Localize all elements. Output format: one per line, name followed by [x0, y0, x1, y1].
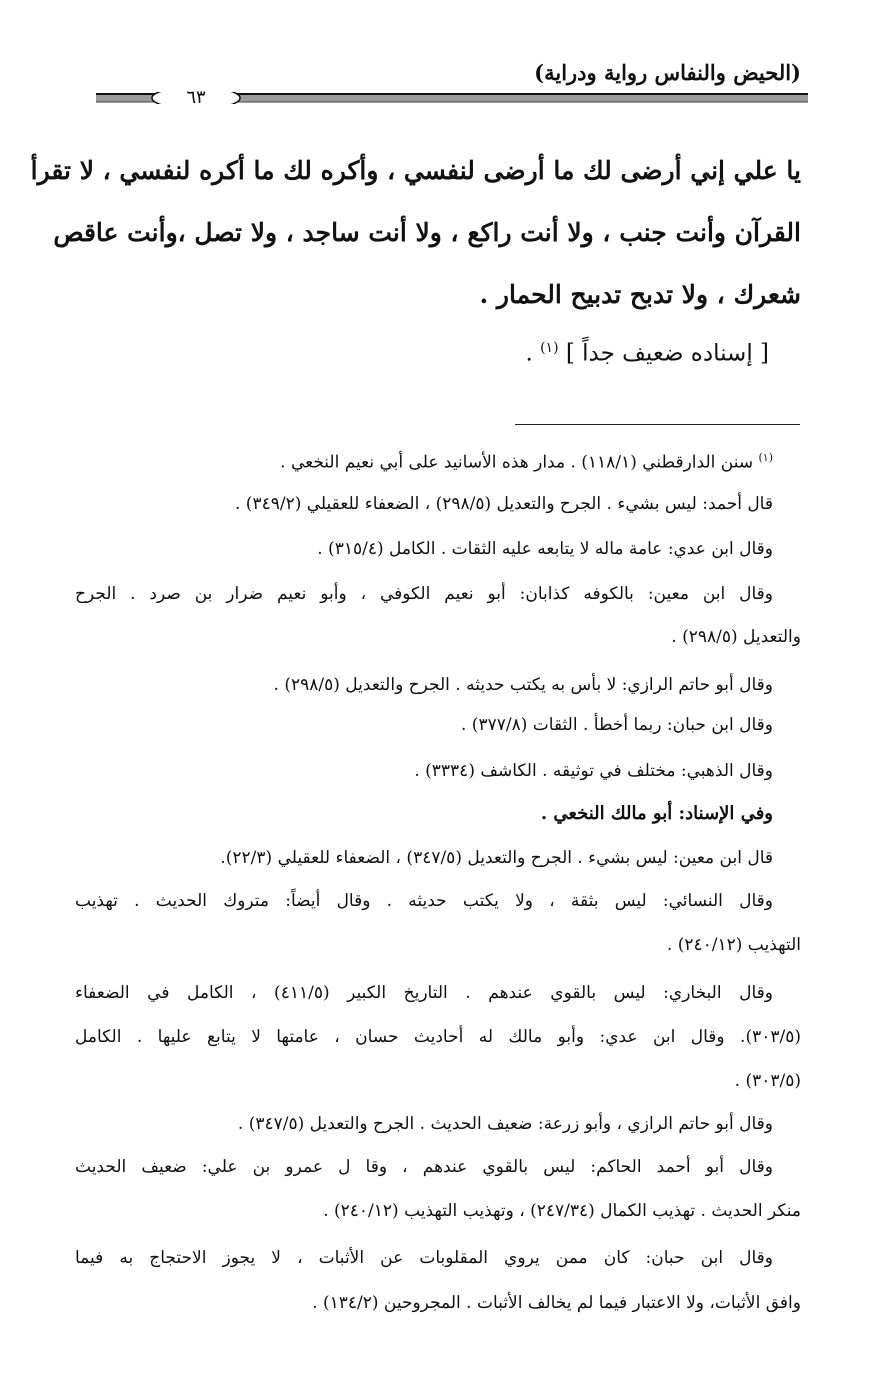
footnote-line: وقال البخاري: ليس بالقوي عندهم . التاريخ الكبير (٤١١/٥) ، الكامل في الضعفاء [75, 983, 774, 1003]
footnote-line: وقال أبو حاتم الرازي ، وأبو زرعة: ضعيف الحديث . الجرح والتعديل (٣٤٧/٥) . [237, 1114, 773, 1134]
grading-text: [ إسناده ضعيف جداً ] [565, 340, 769, 367]
footnote-line: (٣٠٣/٥) . [734, 1071, 801, 1091]
footnote-line [75, 446, 773, 475]
footnote-line: وقال النسائي: ليس بثقة ، ولا يكتب حديثه . وقال أيضاً: متروك الحديث . تهذيب [75, 891, 773, 911]
footnote-line: وقال ابن معين: بالكوفه كذابان: أبو نعيم الكوفي ، وأبو نعيم ضرار بن صرد . الجرح [75, 584, 773, 604]
footnote-line: قال ابن معين: ليس بشيء . الجرح والتعديل (٣٤٧/٥) ، الضعفاء للعقيلي (٢٢/٣). [220, 848, 773, 868]
footnote-line: وقال أبو أحمد الحاكم: ليس بالقوي عندهم ، وقا ل عمرو بن علي: ضعيف الحديث [75, 1157, 773, 1177]
footnote-line: منكر الحديث . تهذيب الكمال (٢٤٧/٣٤) ، وتهذيب التهذيب (٢٤٠/١٢) . [323, 1201, 801, 1221]
footnote-line: التهذيب (٢٤٠/١٢) . [666, 935, 801, 955]
footnote-line: قال أحمد: ليس بشيء . الجرح والتعديل (٢٩٨/٥) ، الضعفاء للعقيلي (٣٤٩/٢) . [235, 494, 773, 514]
grading-end: . [525, 340, 533, 367]
main-text-line: القرآن وأنت جنب ، ولا أنت راكع ، ولا أنت ساجد ، ولا تصل ،وأنت عاقص [53, 218, 801, 247]
main-text-line: شعرك ، ولا تدبح تدبيح الحمار . [479, 280, 801, 309]
footnote-line: وافق الأثبات، ولا الاعتبار فيما لم يخالف الأثبات . المجروحين (١٣٤/٢) . [312, 1293, 801, 1313]
footnote-separator [515, 424, 800, 425]
footnote-line: وقال ابن عدي: عامة ماله لا يتابعه عليه الثقات . الكامل (٣١٥/٤) . [317, 539, 773, 559]
footnote-line: وقال أبو حاتم الرازي: لا بأس به يكتب حديثه . الجرح والتعديل (٢٩٨/٥) . [273, 675, 773, 695]
footnote-line: والتعديل (٢٩٨/٥) . [671, 627, 801, 647]
isnad-grading [525, 340, 769, 367]
footnote-line: وقال ابن حبان: كان ممن يروي المقلوبات عن الأثبات ، لا يجوز الاحتجاج به فيما [75, 1248, 773, 1268]
main-text-line: يا علي إني أرضى لك ما أرضى لنفسي ، وأكره لك ما أكره لنفسي ، لا تقرأ [30, 156, 801, 185]
footnote-text: سنن الدارقطني (١١٨/١) . مدار هذه الأسانيد على أبي نعيم النخعي . [280, 452, 754, 473]
page-number: ٦٣ [186, 87, 206, 108]
footnote-line: وقال الذهبي: مختلف في توثيقه . الكاشف (٣٣٣٤) . [414, 761, 773, 781]
footnote-subheading: وفي الإسناد: أبو مالك النخعي . [540, 803, 773, 824]
footnote-line: (٣٠٣/٥). وقال ابن عدي: وأبو مالك له أحاديث حسان ، عامتها لا يتابع عليها . الكامل [75, 1027, 801, 1047]
footnote-reference: (١) [540, 340, 559, 356]
footnote-marker: (١) [758, 451, 773, 464]
footnote-line: وقال ابن حبان: ربما أخطأ . الثقات (٣٧٧/٨) . [461, 715, 773, 735]
running-title: (الحيض والنفاس رواية ودراية) [534, 60, 801, 85]
